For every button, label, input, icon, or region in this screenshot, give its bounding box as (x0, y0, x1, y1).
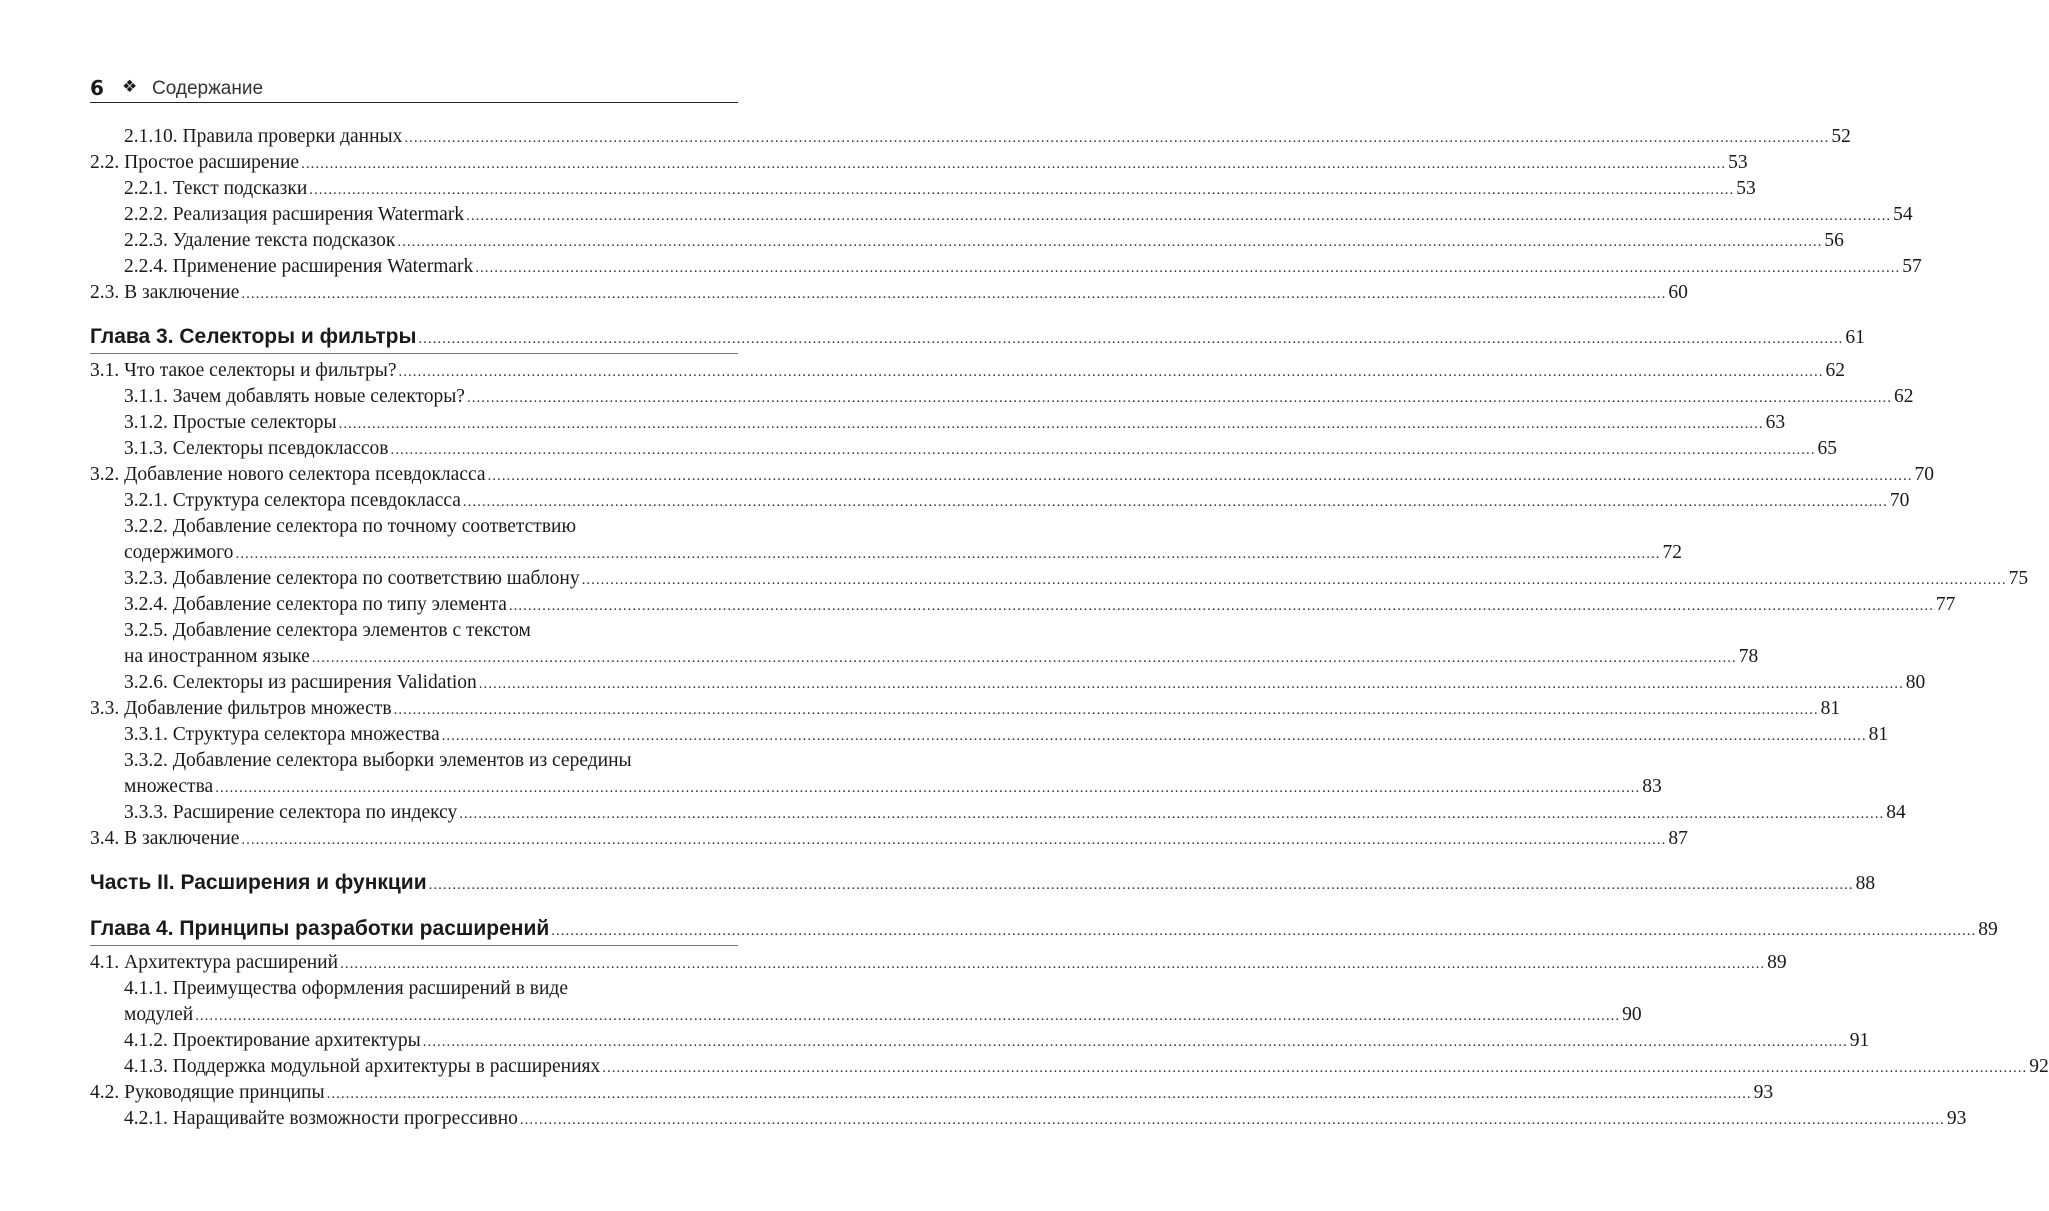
toc-entry-page: 77 (1935, 594, 1956, 615)
dot-leader: ............................................................................................................................................................................................................................................................................................................ (326, 1086, 1752, 1102)
dot-leader: ............................................................................................................................................................................................................................................................................................................ (475, 260, 1901, 276)
toc-entry-title: 3.2.3. Добавление селектора по соответствию шаблону (124, 568, 580, 589)
dot-leader: ............................................................................................................................................................................................................................................................................................................ (404, 130, 1830, 146)
toc-entry[interactable] (90, 124, 1851, 150)
dot-leader: ............................................................................................................................................................................................................................................................................................................ (441, 728, 1867, 744)
toc-entry[interactable] (90, 696, 1841, 722)
dot-leader: ............................................................................................................................................................................................................................................................................................................ (466, 390, 1892, 406)
toc-entry-page: 61 (1845, 327, 1865, 348)
toc-entry[interactable] (90, 618, 738, 644)
toc-entry-title: Часть II. Расширения и функции (90, 871, 427, 894)
dot-leader: ............................................................................................................................................................................................................................................................................................................ (215, 780, 1641, 796)
toc-entry-title: 4.2. Руководящие принципы (90, 1082, 325, 1103)
toc-entry-page: 78 (1738, 646, 1759, 667)
toc-entry-page: 54 (1893, 204, 1913, 225)
page-number: 6 (90, 76, 104, 100)
dot-leader: ............................................................................................................................................................................................................................................................................................................ (398, 364, 1824, 380)
toc-entry-page: 60 (1668, 282, 1688, 303)
toc-entry-title: Глава 4. Принципы разработки расширений (90, 917, 550, 940)
toc-entry-page: 63 (1765, 412, 1786, 433)
toc-entry-title: 2.2.2. Реализация расширения Watermark (124, 204, 465, 225)
toc-entry[interactable] (90, 976, 738, 1002)
dot-leader: ............................................................................................................................................................................................................................................................................................................ (418, 331, 1844, 347)
toc-entry-title: содержимого (124, 542, 234, 563)
toc-entry[interactable] (90, 1106, 1967, 1132)
toc-entry[interactable] (90, 1002, 1642, 1028)
toc-entry-page: 62 (1893, 386, 1914, 407)
ornament-icon: ❖ (122, 77, 138, 97)
toc-entry-page: 62 (1825, 360, 1846, 381)
toc-entry-title: 3.3.3. Расширение селектора по индексу (124, 802, 458, 823)
dot-leader: ............................................................................................................................................................................................................................................................................................................ (311, 650, 1737, 666)
dot-leader: ............................................................................................................................................................................................................................................................................................................ (422, 1034, 1848, 1050)
toc-entry-title: 4.2.1. Наращивайте возможности прогрессивно (124, 1108, 518, 1129)
dot-leader: ............................................................................................................................................................................................................................................................................................................ (508, 598, 1934, 614)
toc-entry[interactable] (90, 410, 1786, 436)
dot-leader: ............................................................................................................................................................................................................................................................................................................ (241, 832, 1667, 848)
dot-leader: ............................................................................................................................................................................................................................................................................................................ (338, 416, 1764, 432)
toc-entry[interactable] (90, 436, 1837, 462)
dot-leader: ............................................................................................................................................................................................................................................................................................................ (428, 877, 1854, 893)
toc-entry[interactable] (90, 1028, 1870, 1054)
toc-entry-page: 81 (1820, 698, 1841, 719)
toc-entry-title: 4.1. Архитектура расширений (90, 952, 339, 973)
toc-entry-page: 89 (1767, 952, 1787, 973)
dot-leader: ............................................................................................................................................................................................................................................................................................................ (195, 1008, 1621, 1024)
toc-entry-title: 2.1.10. Правила проверки данных (124, 126, 403, 147)
toc-entry[interactable] (90, 176, 1756, 202)
toc-entry-title: на иностранном языке (124, 646, 310, 667)
toc-entry-page: 88 (1855, 873, 1876, 894)
toc-entry[interactable] (90, 670, 1926, 696)
toc-entry-title: 2.2.4. Применение расширения Watermark (124, 256, 474, 277)
toc-entry-title: 2.3. В заключение (90, 282, 240, 303)
toc-entry-title: множества (124, 776, 214, 797)
dot-leader: ............................................................................................................................................................................................................................................................................................................ (462, 494, 1888, 510)
toc-entry-title: Глава 3. Селекторы и фильтры (90, 325, 417, 348)
toc-entry-page: 91 (1849, 1030, 1870, 1051)
toc-entry-page: 70 (1914, 464, 1935, 485)
toc-entry-title: модулей (124, 1004, 194, 1025)
toc-entry[interactable] (90, 1054, 2049, 1080)
toc-chapter[interactable] (90, 322, 1865, 352)
dot-leader: ............................................................................................................................................................................................................................................................................................................ (478, 676, 1904, 692)
toc-entry-page: 87 (1668, 828, 1688, 849)
toc-entry-page: 75 (2008, 568, 2029, 589)
toc-entry-page: 70 (1889, 490, 1910, 511)
toc-entry[interactable] (90, 514, 738, 540)
dot-leader: ............................................................................................................................................................................................................................................................................................................ (459, 806, 1885, 822)
toc-entry-title: 2.2.1. Текст подсказки (124, 178, 308, 199)
toc-entry-page: 89 (1978, 919, 1998, 940)
toc-entry[interactable] (90, 280, 1688, 306)
toc-entry-title: 4.1.3. Поддержка модульной архитектуры в расширениях (124, 1056, 601, 1077)
toc-entry-title: 3.3.1. Структура селектора множества (124, 724, 440, 745)
toc-entry-page: 80 (1905, 672, 1926, 693)
toc-entry-page: 72 (1662, 542, 1682, 563)
dot-leader: ............................................................................................................................................................................................................................................................................................................ (340, 956, 1766, 972)
toc-entry-page: 81 (1868, 724, 1889, 745)
toc-entry-page: 52 (1831, 126, 1851, 147)
toc-entry-title: 2.2. Простое расширение (90, 152, 300, 173)
toc-entry[interactable] (90, 826, 1688, 852)
toc-entry-title: 4.1.1. Преимущества оформления расширений в виде (124, 978, 569, 999)
dot-leader: ............................................................................................................................................................................................................................................................................................................ (551, 923, 1977, 939)
toc-entry-title: 3.2.4. Добавление селектора по типу элемента (124, 594, 507, 615)
toc-entry-page: 83 (1642, 776, 1662, 797)
dot-leader: ............................................................................................................................................................................................................................................................................................................ (393, 702, 1819, 718)
toc-entry-title: 3.2.5. Добавление селектора элементов с текстом (124, 620, 531, 641)
dot-leader: ............................................................................................................................................................................................................................................................................................................ (519, 1112, 1945, 1128)
toc-entry-title: 3.3. Добавление фильтров множеств (90, 698, 392, 719)
toc-entry-title: 3.1. Что такое селекторы и фильтры? (90, 360, 397, 381)
toc-entry[interactable] (90, 950, 1787, 976)
toc-entry[interactable] (90, 150, 1748, 176)
table-of-contents (90, 124, 2049, 1132)
dot-leader: ............................................................................................................................................................................................................................................................................................................ (397, 234, 1823, 250)
toc-entry-page: 65 (1817, 438, 1837, 459)
toc-entry[interactable] (90, 566, 2029, 592)
toc-entry-title: 2.2.3. Удаление текста подсказок (124, 230, 396, 251)
toc-part[interactable] (90, 868, 1876, 898)
toc-entry-title: 3.3.2. Добавление селектора выборки элементов из середины (124, 750, 632, 771)
toc-entry-page: 93 (1753, 1082, 1774, 1103)
toc-entry[interactable] (90, 644, 1759, 670)
toc-entry[interactable] (90, 358, 1846, 384)
toc-entry[interactable] (90, 254, 1922, 280)
section-gap (90, 306, 738, 322)
toc-entry-title: 4.1.2. Проектирование архитектуры (124, 1030, 421, 1051)
toc-entry[interactable] (90, 1080, 1774, 1106)
dot-leader: ............................................................................................................................................................................................................................................................................................................ (602, 1060, 2028, 1076)
toc-entry[interactable] (90, 774, 1662, 800)
toc-entry-title: 3.1.1. Зачем добавлять новые селекторы? (124, 386, 465, 407)
dot-leader: ............................................................................................................................................................................................................................................................................................................ (301, 156, 1727, 172)
toc-chapter[interactable] (90, 914, 1998, 944)
dot-leader: ............................................................................................................................................................................................................................................................................................................ (466, 208, 1892, 224)
toc-entry[interactable] (90, 488, 1910, 514)
toc-entry-title: 3.4. В заключение (90, 828, 240, 849)
dot-leader: ............................................................................................................................................................................................................................................................................................................ (487, 468, 1913, 484)
toc-entry-page: 53 (1728, 152, 1748, 173)
toc-entry[interactable] (90, 228, 1844, 254)
dot-leader: ............................................................................................................................................................................................................................................................................................................ (241, 286, 1667, 302)
toc-entry-page: 56 (1824, 230, 1844, 251)
toc-entry[interactable] (90, 748, 738, 774)
toc-entry[interactable] (90, 202, 1913, 228)
toc-entry-title: 3.1.3. Селекторы псевдоклассов (124, 438, 389, 459)
toc-entry[interactable] (90, 800, 1906, 826)
toc-entry[interactable] (90, 462, 1935, 488)
section-gap (90, 852, 738, 868)
toc-entry-title: 3.1.2. Простые селекторы (124, 412, 337, 433)
running-header (90, 74, 738, 103)
toc-entry-page: 92 (2029, 1056, 2049, 1077)
toc-entry[interactable] (90, 540, 1682, 566)
toc-entry-page: 57 (1902, 256, 1922, 277)
toc-entry[interactable] (90, 722, 1889, 748)
toc-entry-title: 3.2.2. Добавление селектора по точному соответствию (124, 516, 577, 537)
toc-entry-page: 84 (1886, 802, 1906, 823)
toc-entry-title: 3.2.1. Структура селектора псевдокласса (124, 490, 461, 511)
toc-entry-page: 53 (1736, 178, 1756, 199)
toc-entry[interactable] (90, 384, 1914, 410)
dot-leader: ............................................................................................................................................................................................................................................................................................................ (581, 572, 2007, 588)
dot-leader: ............................................................................................................................................................................................................................................................................................................ (309, 182, 1735, 198)
dot-leader: ............................................................................................................................................................................................................................................................................................................ (390, 442, 1816, 458)
toc-entry-page: 93 (1946, 1108, 1967, 1129)
toc-entry-title: 3.2.6. Селекторы из расширения Validation (124, 672, 477, 693)
running-title: Содержание (152, 78, 264, 99)
toc-entry[interactable] (90, 592, 1956, 618)
section-gap (90, 898, 738, 914)
toc-entry-title: 3.2. Добавление нового селектора псевдокласса (90, 464, 486, 485)
toc-entry-page: 90 (1622, 1004, 1642, 1025)
dot-leader: ............................................................................................................................................................................................................................................................................................................ (235, 546, 1661, 562)
